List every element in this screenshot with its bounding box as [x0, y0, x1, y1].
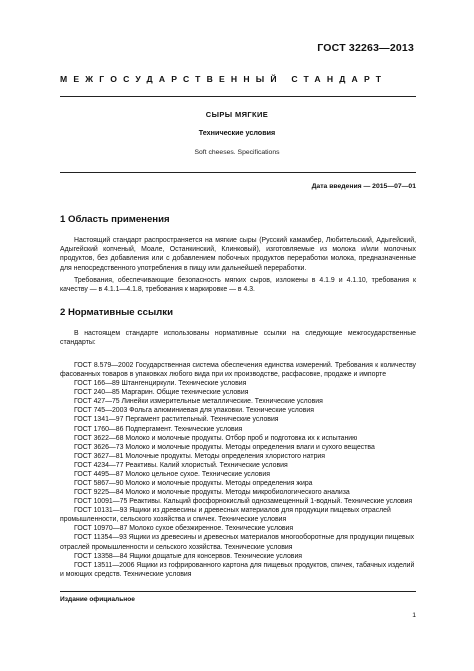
- list-item: ГОСТ 3626—73 Молоко и молочные продукты. Методы определения влаги и сухого вещества: [74, 443, 375, 451]
- section-heading-scope: 1 Область применения: [60, 214, 170, 225]
- standard-type-banner: МЕЖГОСУДАРСТВЕННЫЙ СТАНДАРТ: [60, 74, 388, 84]
- list-item: ГОСТ 240—85 Маргарин. Общие технические условия: [74, 389, 249, 397]
- page-number: 1: [412, 612, 416, 619]
- scope-paragraph-1: Настоящий стандарт распространяется на мягкие сыры (Русский камамбер, Любительский, Адыгейский, Адыгейский копченый, Моале, Останкинский, Клинковый), изготовляемые из молока и/или молочных продуктов, без добавления или с добавлением побочных продуктов переработки молока, предназначенные для непосредственного употребления в пищу или дальнейшей переработки.: [60, 237, 416, 272]
- list-item: ГОСТ 3627—81 Молочные продукты. Методы определения хлористого натрия: [74, 452, 325, 460]
- list-item: ГОСТ 10091—75 Реактивы. Кальций фосфорнокислый однозамещенный 1-водный. Технические условия: [74, 498, 413, 506]
- list-item: ГОСТ 11354—93 Ящики из древесины и древесных материалов многооборотные для продукции пищевых отраслей промышленности и сельского хозяйства. Технические условия: [60, 534, 415, 551]
- list-item: ГОСТ 5867—90 Молоко и молочные продукты. Методы определения жира: [74, 480, 313, 488]
- list-item: ГОСТ 4234—77 Реактивы. Калий хлористый. Технические условия: [74, 461, 288, 469]
- references-list: [60, 361, 416, 579]
- list-item: ГОСТ 745—2003 Фольга алюминиевая для упаковки. Технические условия: [74, 407, 314, 415]
- list-item: ГОСТ 166—89 Штангенциркули. Технические условия: [74, 380, 247, 388]
- title-divider: [60, 172, 416, 173]
- list-item: ГОСТ 13358—84 Ящики дощатые для консервов. Технические условия: [74, 552, 303, 560]
- official-edition-label: Издание официальное: [60, 596, 135, 603]
- list-item: ГОСТ 4495—87 Молоко цельное сухое. Технические условия: [74, 470, 270, 478]
- list-item: ГОСТ 1341—97 Пергамент растительный. Технические условия: [74, 416, 279, 424]
- document-subtitle-english: Soft cheeses. Specifications: [194, 149, 280, 156]
- list-item: ГОСТ 9225—84 Молоко и молочные продукты. Методы микробиологического анализа: [74, 489, 350, 497]
- header-divider: [60, 96, 416, 97]
- section-heading-references: 2 Нормативные ссылки: [60, 307, 173, 318]
- document-subtitle: Технические условия: [198, 128, 276, 137]
- standard-number: ГОСТ 32263—2013: [317, 42, 414, 54]
- list-item: ГОСТ 10970—87 Молоко сухое обезжиренное. Технические условия: [74, 525, 294, 533]
- document-title: СЫРЫ МЯГКИЕ: [205, 110, 269, 119]
- references-intro: В настоящем стандарте использованы нормативные ссылки на следующие межгосударственные стандарты:: [60, 330, 416, 347]
- footer-divider: [60, 591, 416, 592]
- introduction-date: Дата введения — 2015—07—01: [311, 183, 416, 190]
- list-item: ГОСТ 1760—86 Подпергамент. Технические условия: [74, 425, 243, 433]
- list-item: ГОСТ 13511—2006 Ящики из гофрированного картона для пищевых продуктов, спичек, табачных изделий и моющих средств. Технические условия: [60, 561, 415, 578]
- list-item: ГОСТ 3622—68 Молоко и молочные продукты. Отбор проб и подготовка их к испытанию: [74, 434, 358, 442]
- scope-paragraph-2: Требования, обеспечивающие безопасность мягких сыров, изложены в 4.1.9 и 4.1.10, требования к качеству — в 4.1.1—4.1.8, требования к маркировке — в 4.3.: [60, 277, 416, 294]
- list-item: ГОСТ 427—75 Линейки измерительные металлические. Технические условия: [74, 398, 323, 406]
- list-item: ГОСТ 10131—93 Ящики из древесины и древесных материалов для продукции пищевых отраслей промышленности, сельского хозяйства и спичек. Технические условия: [60, 507, 391, 524]
- list-item: ГОСТ 8.579—2002 Государственная система обеспечения единства измерений. Требования к количеству фасованных товаров в упаковках любого вида при их производстве, расфасовке, продаже и импорте: [60, 362, 416, 379]
